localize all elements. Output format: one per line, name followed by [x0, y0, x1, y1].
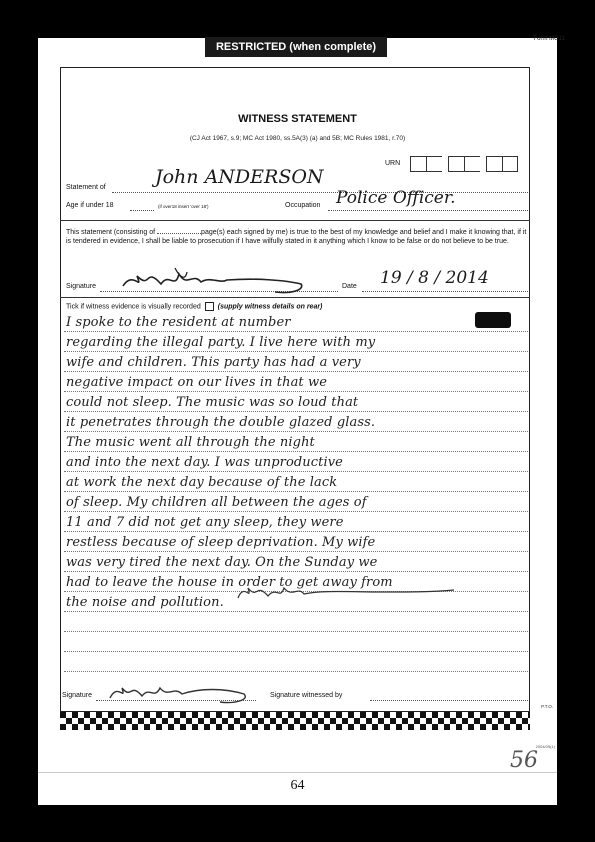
witnessed-line[interactable] — [370, 700, 528, 701]
statement-line[interactable] — [64, 312, 528, 332]
statement-of-line — [112, 192, 528, 193]
urn-box[interactable] — [426, 156, 442, 172]
statement-line[interactable] — [64, 632, 528, 652]
statement-line[interactable] — [64, 492, 528, 512]
statement-text: The music went all through the night — [66, 435, 315, 450]
statement-body — [64, 312, 528, 672]
urn-box[interactable] — [448, 156, 464, 172]
handwritten-page-number: 56 — [510, 748, 538, 773]
statement-text: the noise and pollution. — [66, 595, 224, 610]
pto-label: P.T.O. — [541, 704, 553, 709]
urn-boxes[interactable] — [410, 156, 518, 172]
statement-line[interactable] — [64, 612, 528, 632]
statement-text: had to leave the house in order to get away from — [66, 575, 393, 590]
statement-line[interactable] — [64, 652, 528, 672]
statement-text: was very tired the next day. On the Sunday we — [66, 555, 378, 570]
tick-note: (supply witness details on rear) — [217, 303, 323, 311]
statement-text: wife and children. This party has had a very — [66, 355, 361, 370]
statement-line[interactable] — [64, 412, 528, 432]
signature-scribble-inline — [232, 576, 462, 606]
date-label: Date — [342, 283, 357, 290]
divider — [60, 220, 530, 221]
date-value[interactable]: 19 / 8 / 2014 — [380, 268, 489, 288]
tick-label: Tick if witness evidence is visually recorded — [66, 303, 201, 311]
witnessed-label: Signature witnessed by — [270, 692, 343, 699]
declaration-part2: page(s) each signed by me) is true to the best of my knowledge and belief and I make it knowing that, if it is tendered in evidence, I shall be liable to prosecution if I have wilfully stated in it anything which I know to be false or do not believe to be true. — [66, 229, 527, 245]
statement-text: restless because of sleep deprivation. My wife — [66, 535, 376, 550]
tick-row — [66, 302, 322, 311]
occupation-line — [328, 210, 528, 211]
statement-text: could not sleep. The music was so loud that — [66, 395, 359, 410]
statement-line[interactable] — [64, 552, 528, 572]
divider — [60, 297, 530, 298]
footer-rule — [38, 772, 557, 773]
statement-of-value[interactable]: John ANDERSON — [155, 166, 324, 188]
statement-text: I spoke to the resident at number — [66, 315, 291, 330]
declaration-text — [66, 228, 528, 246]
statement-line[interactable] — [64, 532, 528, 552]
form-subtitle: (CJ Act 1967, s.9; MC Act 1980, ss.5A(3) (a) and 5B; MC Rules 1981, r.70) — [189, 135, 406, 142]
visual-record-checkbox[interactable] — [205, 302, 214, 311]
urn-box[interactable] — [464, 156, 480, 172]
statement-line[interactable] — [64, 432, 528, 452]
form-title: WITNESS STATEMENT — [238, 113, 357, 125]
statement-line[interactable] — [64, 352, 528, 372]
page-number: 64 — [290, 778, 305, 793]
statement-line[interactable] — [64, 512, 528, 532]
urn-box[interactable] — [502, 156, 518, 172]
form-code: 2004/05(1) — [535, 744, 555, 749]
form-reference: Form MG11 — [533, 36, 565, 42]
urn-box[interactable] — [410, 156, 426, 172]
statement-line[interactable] — [64, 472, 528, 492]
statement-text: it penetrates through the double glazed glass. — [66, 415, 376, 430]
checkered-band — [60, 712, 530, 730]
age-line[interactable] — [130, 210, 154, 211]
signature-scribble-top[interactable] — [115, 262, 315, 296]
statement-text: regarding the illegal party. I live here with my — [66, 335, 376, 350]
age-label: Age if under 18 — [66, 202, 114, 209]
date-line — [362, 291, 528, 292]
statement-text: of sleep. My children all between the ages of — [66, 495, 367, 510]
statement-line[interactable] — [64, 392, 528, 412]
statement-text: 11 and 7 did not get any sleep, they were — [66, 515, 344, 530]
redaction-block — [475, 312, 511, 328]
statement-text: at work the next day because of the lack — [66, 475, 338, 490]
occupation-value[interactable]: Police Officer. — [336, 188, 456, 208]
urn-label: URN — [385, 160, 401, 167]
statement-of-label: Statement of — [66, 184, 106, 191]
statement-line[interactable] — [64, 452, 528, 472]
occupation-label: Occupation — [285, 202, 321, 209]
statement-text: and into the next day. I was unproductive — [66, 455, 343, 470]
statement-line[interactable] — [64, 332, 528, 352]
signature-label-top: Signature — [66, 283, 96, 290]
urn-box[interactable] — [486, 156, 502, 172]
signature-label-bottom: Signature — [62, 692, 92, 699]
declaration-part1: This statement (consisting of — [66, 229, 158, 236]
restricted-banner: RESTRICTED (when complete) — [205, 37, 387, 57]
signature-scribble-bottom[interactable] — [104, 676, 254, 706]
statement-text: negative impact on our lives in that we — [66, 375, 328, 390]
age-hint: (if over18 insert 'over 18') — [158, 204, 209, 209]
statement-line[interactable] — [64, 372, 528, 392]
